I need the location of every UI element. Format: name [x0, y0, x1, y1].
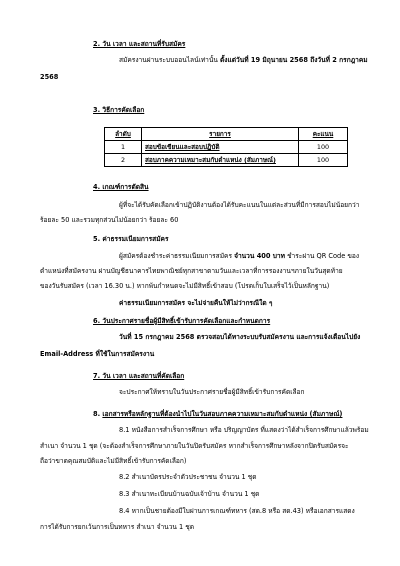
selection-method-table: [104, 127, 348, 167]
section-5-line1-tail: ชำระผ่าน QR Code ของ: [284, 252, 360, 260]
col-header-score: คะแนน: [299, 128, 348, 141]
section-6-heading: 6. วันประกาศรายชื่อผู้มีสิทธิ์เข้ารับการคัดเลือกและกำหนดการ: [93, 317, 271, 325]
section-8-item-1-line1: 8.1 หนังสือการสำเร็จการศึกษา หรือ ปริญญาบัตร ที่แสดงว่าได้สำเร็จการศึกษาแล้วพร้อม: [119, 426, 369, 434]
section-5-line3: ของวันรับสมัคร (เวลา 16.30 น.) หากพ้นกำหนดจะไม่มีสิทธิ์เข้าสอบ (โปรดเก็บใบเสร็จไว้เป็นหลักฐาน): [40, 282, 330, 290]
section-8-number: 8.: [93, 410, 103, 418]
section-2-line2: 2568: [40, 73, 59, 81]
section-4-line1: ผู้ที่จะได้รับคัดเลือกเข้าปฏิบัติงานต้องได้รับคะแนนในแต่ละส่วนที่มีการสอบไม่น้อยกว่า: [119, 201, 360, 209]
section-2-heading: 2. วัน เวลา และสถานที่รับสมัคร: [93, 40, 186, 48]
section-6-line2: Email-Address ที่ใช้ในการสมัครงาน: [40, 350, 155, 358]
section-7-heading: 7. วัน เวลา และสถานที่คัดเลือก: [93, 372, 185, 380]
table-header-row: [105, 128, 348, 141]
section-5-line1-bold: จำนวน 400 บาท: [234, 252, 285, 260]
section-3-heading: 3. วิธีการคัดเลือก: [93, 106, 145, 114]
row-item: สอบข้อเขียนและสอบปฏิบัติ: [142, 141, 299, 154]
section-8-item-3: 8.3 สำเนาทะเบียนบ้านฉบับเจ้าบ้าน จำนวน 1 ชุด: [119, 490, 260, 498]
section-5-line1-plain: ผู้สมัครต้องชำระค่าธรรมเนียมการสมัคร: [119, 252, 235, 260]
section-4-line2: ร้อยละ 50 และรวมทุกส่วนไม่น้อยกว่า ร้อยละ 60: [40, 216, 179, 224]
section-5-line1: [119, 252, 359, 260]
row-no: 1: [105, 141, 142, 154]
col-header-item: รายการ: [142, 128, 299, 141]
section-2-line1-plain: สมัครงานผ่านระบบออนไลน์เท่านั้น: [119, 56, 220, 64]
section-2-line1: [119, 56, 368, 64]
section-5-note: ค่าธรรมเนียมการสมัคร จะไม่จ่ายคืนให้ไม่ว่ากรณีใด ๆ: [119, 299, 273, 307]
section-8-heading: [93, 410, 342, 418]
section-8-title: เอกสารหรือหลักฐานที่ต้องนำไปในวันสอบภาคความเหมาะสมกับตำแหน่ง (สัมภาษณ์): [102, 410, 343, 418]
section-4-heading: 4. เกณฑ์การตัดสิน: [93, 183, 149, 191]
table-row: [105, 154, 348, 167]
section-5-line2: ตำแหน่งที่สมัครงาน ผ่านบัญชีธนาคารไทยพาณิชย์ทุกสาขาตามวันและเวลาที่การรองงานฯภายในวันสุดท้าย: [40, 267, 343, 275]
section-2-line1-bold: ตั้งแต่วันที่ 19 มิถุนายน 2568 ถึงวันที่ 2 กรกฎาคม: [220, 56, 368, 64]
row-item: สอบภาคความเหมาะสมกับตำแหน่ง (สัมภาษณ์): [142, 154, 299, 167]
section-8-item-1-line2: สำเนา จำนวน 1 ชุด (จะต้องสำเร็จการศึกษาภายในวันปิดรับสมัคร หากสำเร็จการศึกษาหลังจากปิดรับสมัครจะ: [40, 442, 349, 450]
section-8-item-2: 8.2 สำเนาบัตรประจำตัวประชาชน จำนวน 1 ชุด: [119, 473, 257, 481]
col-header-no: ลำดับ: [105, 128, 142, 141]
section-6-line1: วันที่ 15 กรกฎาคม 2568 ตรวจสอบได้ทางระบบรับสมัครงาน และการแจ้งเตือนไปยัง: [119, 333, 361, 341]
section-5-heading: 5. ค่าธรรมเนียมการสมัคร: [93, 235, 169, 243]
section-8-item-1-line3: ถือว่าขาดคุณสมบัติและไม่มีสิทธิ์เข้ารับการคัดเลือก): [40, 457, 187, 465]
row-no: 2: [105, 154, 142, 167]
row-score: 100: [299, 141, 348, 154]
section-8-item-4-line2: การได้รับการยกเว้นการเป็นทหาร สำเนา จำนวน 1 ชุด: [40, 523, 195, 531]
table-row: [105, 141, 348, 154]
section-8-item-4-line1: 8.4 หากเป็นชายต้องมีใบผ่านการเกณฑ์ทหาร (สด.8 หรือ สด.43) หรือเอกสารแสดง: [119, 507, 355, 515]
section-7-line1: จะประกาศให้ทราบในวันประกาศรายชื่อผู้มีสิทธิ์เข้ารับการคัดเลือก: [119, 388, 305, 396]
row-score: 100: [299, 154, 348, 167]
